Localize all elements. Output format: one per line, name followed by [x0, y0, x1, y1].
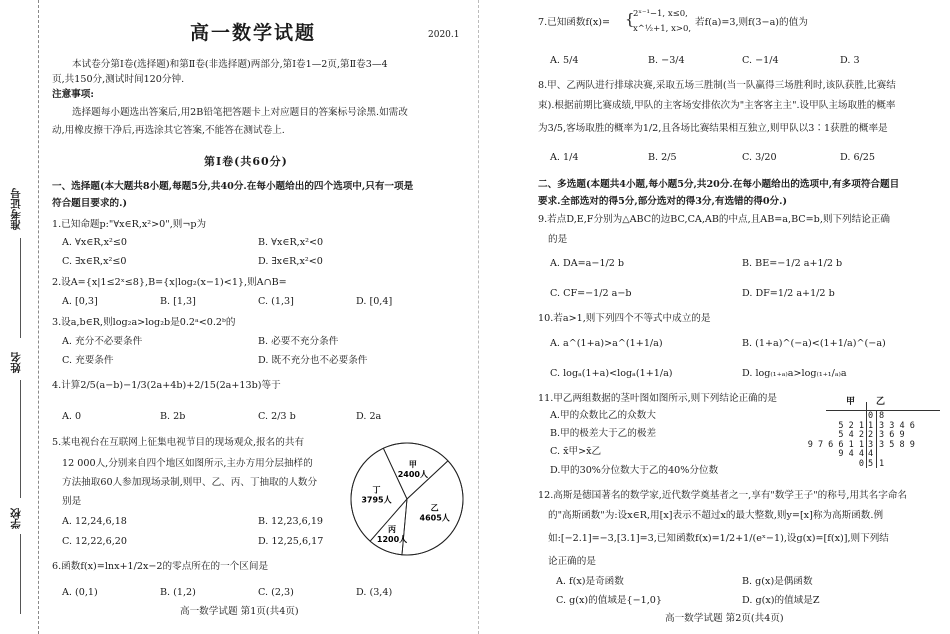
q8-line-3: 为3/5,客场取胜的概率为1/2,且各场比赛结果相互独立,则甲队以3∶1获胜的概率是 — [538, 123, 888, 134]
q8-line-2: 束).根据前期比赛成绩,甲队的主客场安排依次为"主客客主主".设甲队主场取胜的概率 — [538, 100, 896, 111]
q1-option-c: C. ∃x∈R,x²≤0 — [62, 256, 127, 267]
exam-date: 2020.1 — [428, 30, 460, 40]
exam-number-label: 准考证号 — [10, 188, 22, 230]
notes-title: 注意事项: — [52, 89, 94, 100]
q12-line-1: 12.高斯是德国著名的数学家,近代数学奠基者之一,享有"数学王子"的称号,用其名字命名 — [538, 490, 908, 501]
q10-stem: 10.若a>1,则下列四个不等式中成立的是 — [538, 313, 711, 324]
q5-line-2: 12 000人,分别来自四个地区如图所示,主办方用分层抽样的 — [62, 458, 313, 469]
q12-option-b: B. g(x)是偶函数 — [742, 576, 813, 587]
q9-line-2: 的是 — [548, 234, 568, 245]
q5-option-d: D. 12,25,6,17 — [258, 536, 324, 547]
q4-option-c: C. 2/3 b — [258, 411, 296, 422]
q1-option-d: D. ∃x∈R,x²<0 — [258, 256, 323, 267]
stemleaf-stem: 3 — [868, 439, 874, 450]
q2-option-d: D. [0,4] — [356, 296, 393, 307]
q5-line-1: 5.某电视台在互联网上征集电视节目的现场观众,报名的共有 — [52, 437, 305, 448]
stemleaf-right-leaves: 8 — [879, 411, 885, 421]
q6-stem: 6.函数f(x)=lnx+1/2x−2的零点所在的一个区间是 — [52, 561, 269, 572]
pie-value-label: 4605人 — [419, 513, 450, 523]
q10-option-c: C. logₐ(1+a)<logₐ(1+1/a) — [550, 368, 673, 379]
q5-option-b: B. 12,23,6,19 — [258, 516, 324, 527]
exam-number-line — [20, 238, 21, 338]
q7-stem: 7.已知函数f(x)= — [538, 17, 611, 28]
notes-line-1: 选择题每小题选出答案后,用2B铅笔把答题卡上对应题目的答案标号涂黑.如需改 — [72, 107, 408, 118]
stemleaf-stem: 2 — [868, 430, 874, 441]
intro-line-1: 本试卷分第Ⅰ卷(选择题)和第Ⅱ卷(非选择题)两部分,第Ⅰ卷1—2页,第Ⅱ卷3—4 — [72, 59, 388, 70]
q7-option-c: C. −1/4 — [742, 55, 779, 66]
q11-option-a: A.甲的众数比乙的众数大 — [550, 410, 656, 421]
q6-option-d: D. (3,4) — [356, 587, 393, 598]
q9-option-c: C. CF=−1/2 a−b — [550, 288, 632, 299]
pie-value-label: 2400人 — [397, 469, 429, 479]
q7-piece-1: 2ˣ⁻¹−1, x≤0, — [633, 9, 688, 19]
pie-category-label: 丙 — [388, 525, 397, 535]
q4-option-b: B. 2b — [160, 411, 186, 422]
stemleaf-stem: 1 — [868, 420, 874, 431]
q8-option-d: D. 6/25 — [840, 152, 875, 163]
q3-option-c: C. 充要条件 — [62, 355, 114, 366]
q12-line-3: 如:[−2.1]=−3,[3.1]=3,已知函数f(x)=1/2+1/(eˣ−1),设g(x)=[f(x)],则下列结 — [548, 533, 889, 544]
q9-option-d: D. DF=1/2 a+1/2 b — [742, 288, 835, 299]
q10-option-d: D. log₍₁₊ₐ₎a>log₍₁₊₁/ₐ₎a — [742, 368, 847, 379]
q10-option-a: A. a^(1+a)>a^(1+1/a) — [550, 338, 663, 349]
q7-option-d: D. 3 — [840, 55, 860, 66]
stemleaf-left-rule — [866, 402, 867, 468]
q11-option-d: D.甲的30%分位数大于乙的40%分位数 — [550, 465, 719, 476]
q1-option-b: B. ∀x∈R,x²<0 — [258, 237, 324, 248]
q8-option-a: A. 1/4 — [550, 152, 579, 163]
stemleaf-left-leaves: 9 4 4 — [838, 449, 864, 460]
q11-option-c: C. x̄甲>x̄乙 — [550, 446, 602, 457]
q2-option-b: B. [1,3] — [160, 296, 196, 307]
q9-line-1: 9.若点D,E,F分别为△ABC的边BC,CA,AB的中点,且AB=a,BC=b,则下列结论正确 — [538, 214, 891, 225]
stemleaf-stem: 4 — [868, 449, 874, 460]
stemleaf-stem: 0 — [868, 411, 874, 421]
q2-stem: 2.设A={x|1≤2ˣ≤8},B={x|log₂(x−1)<1},则A∩B= — [52, 277, 287, 288]
q4-option-d: D. 2a — [356, 411, 382, 422]
stemleaf-left-leaves: 5 2 1 — [838, 420, 864, 431]
stemleaf-right-leaves: 3 6 9 — [879, 430, 905, 441]
q3-option-a: A. 充分不必要条件 — [62, 336, 143, 347]
q6-option-b: B. (1,2) — [160, 587, 196, 598]
pie-category-label: 乙 — [430, 503, 439, 513]
page-gutter — [478, 0, 479, 634]
q11-option-b: B.甲的极差大于乙的极差 — [550, 428, 657, 439]
q2-option-c: C. (1,3] — [258, 296, 294, 307]
stemleaf-right-leaves: 3 3 4 6 — [879, 420, 915, 431]
pie-category-label: 丁 — [372, 485, 381, 495]
q11-stem: 11.甲乙两组数据的茎叶图如图所示,则下列结论正确的是 — [538, 393, 777, 404]
q12-option-a: A. f(x)是奇函数 — [556, 576, 624, 587]
stemleaf-right-leaves: 1 — [879, 459, 885, 469]
part-one-heading: 第Ⅰ卷(共60分) — [204, 155, 288, 168]
q6-option-c: C. (2,3) — [258, 587, 294, 598]
q6-option-a: A. (0,1) — [62, 587, 98, 598]
q8-option-b: B. 2/5 — [648, 152, 677, 163]
page-title: 高一数学试题 — [190, 22, 317, 44]
section-one-line-1: 一、选择题(本大题共8小题,每题5分,共40分.在每小题给出的四个选项中,只有一项是 — [52, 181, 414, 192]
student-name-label: 姓名 — [10, 352, 22, 373]
q8-line-1: 8.甲、乙两队进行排球决赛,采取五场三胜制(当一队赢得三场胜利时,该队获胜,比赛结 — [538, 80, 896, 91]
notes-line-2: 动,用橡皮擦干净后,再选涂其它答案,不能答在测试卷上. — [52, 125, 285, 136]
binding-dashed-line — [38, 0, 39, 634]
q5-option-c: C. 12,22,6,20 — [62, 536, 127, 547]
stemleaf-header-jia: 甲 — [846, 397, 856, 407]
q4-option-a: A. 0 — [62, 411, 82, 422]
q7-piece-2: x^½+1, x>0, — [633, 24, 692, 34]
pie-value-label: 3795人 — [361, 495, 392, 505]
q9-option-b: B. BE=−1/2 a+1/2 b — [742, 258, 843, 269]
q4-stem: 4.计算2/5(a−b)−1/3(2a+4b)+2/15(2a+13b)等于 — [52, 380, 281, 391]
stemleaf-stem: 5 — [868, 459, 874, 469]
stemleaf-left-leaves: 9 7 6 6 1 1 — [807, 439, 864, 450]
q12-option-d: D. g(x)的值域是Z — [742, 595, 820, 606]
stemleaf-left-leaves: 0 — [858, 459, 864, 469]
q7-option-a: A. 5/4 — [550, 55, 579, 66]
audience-pie-chart — [348, 440, 466, 558]
q3-stem: 3.设a,b∈R,则log₂a>log₂b是0.2ᵃ<0.2ᵇ的 — [52, 317, 236, 328]
q7-option-b: B. −3/4 — [648, 55, 685, 66]
school-label: 学校 — [10, 508, 22, 529]
pie-category-label: 甲 — [408, 459, 417, 469]
q12-line-2: 的"高斯函数"为:设x∈R,用[x]表示不超过x的最大整数,则y=[x]称为高斯函数.例 — [548, 510, 884, 521]
stemleaf-right-rule — [876, 410, 877, 468]
pie-value-label: 1200人 — [376, 535, 408, 545]
stemleaf-header-yi: 乙 — [876, 397, 886, 407]
page-footer-2: 高一数学试题 第2页(共4页) — [665, 613, 784, 624]
intro-line-2: 页,共150分,测试时间120分钟. — [52, 74, 185, 85]
q9-option-a: A. DA=a−1/2 b — [550, 258, 625, 269]
school-line — [20, 534, 21, 614]
q8-option-c: C. 3/20 — [742, 152, 777, 163]
q7-tail: 若f(a)=3,则f(3−a)的值为 — [695, 17, 808, 28]
q3-option-d: D. 既不充分也不必要条件 — [258, 355, 368, 366]
section-two-line-1: 二、多选题(本题共4小题,每小题5分,共20分.在每小题给出的选项中,有多项符合题目 — [538, 179, 900, 190]
q10-option-b: B. (1+a)^(−a)<(1+1/a)^(−a) — [742, 338, 886, 349]
q7-brace: { — [625, 10, 635, 28]
q2-option-a: A. [0,3] — [62, 296, 98, 307]
page-footer-1: 高一数学试题 第1页(共4页) — [180, 606, 299, 617]
student-name-line — [20, 380, 21, 498]
q12-line-4: 论正确的是 — [548, 556, 596, 567]
q5-option-a: A. 12,24,6,18 — [62, 516, 127, 527]
section-one-line-2: 符合题目要求的.) — [52, 198, 128, 209]
q5-line-3: 方法抽取60人参加现场录制,则甲、乙、丙、丁抽取的人数分 — [62, 477, 318, 488]
q5-line-4: 别是 — [62, 496, 82, 507]
section-two-line-2: 要求.全部选对的得5分,部分选对的得3分,有选错的得0分.) — [538, 196, 787, 207]
q12-option-c: C. g(x)的值域是{−1,0} — [556, 595, 663, 606]
q1-stem: 1.已知命题p:"∀x∈R,x²>0",则¬p为 — [52, 219, 207, 230]
stemleaf-left-leaves: 5 4 2 — [838, 430, 864, 441]
q3-option-b: B. 必要不充分条件 — [258, 336, 339, 347]
stemleaf-right-leaves: 3 5 8 9 — [879, 439, 915, 450]
q1-option-a: A. ∀x∈R,x²≤0 — [62, 237, 128, 248]
